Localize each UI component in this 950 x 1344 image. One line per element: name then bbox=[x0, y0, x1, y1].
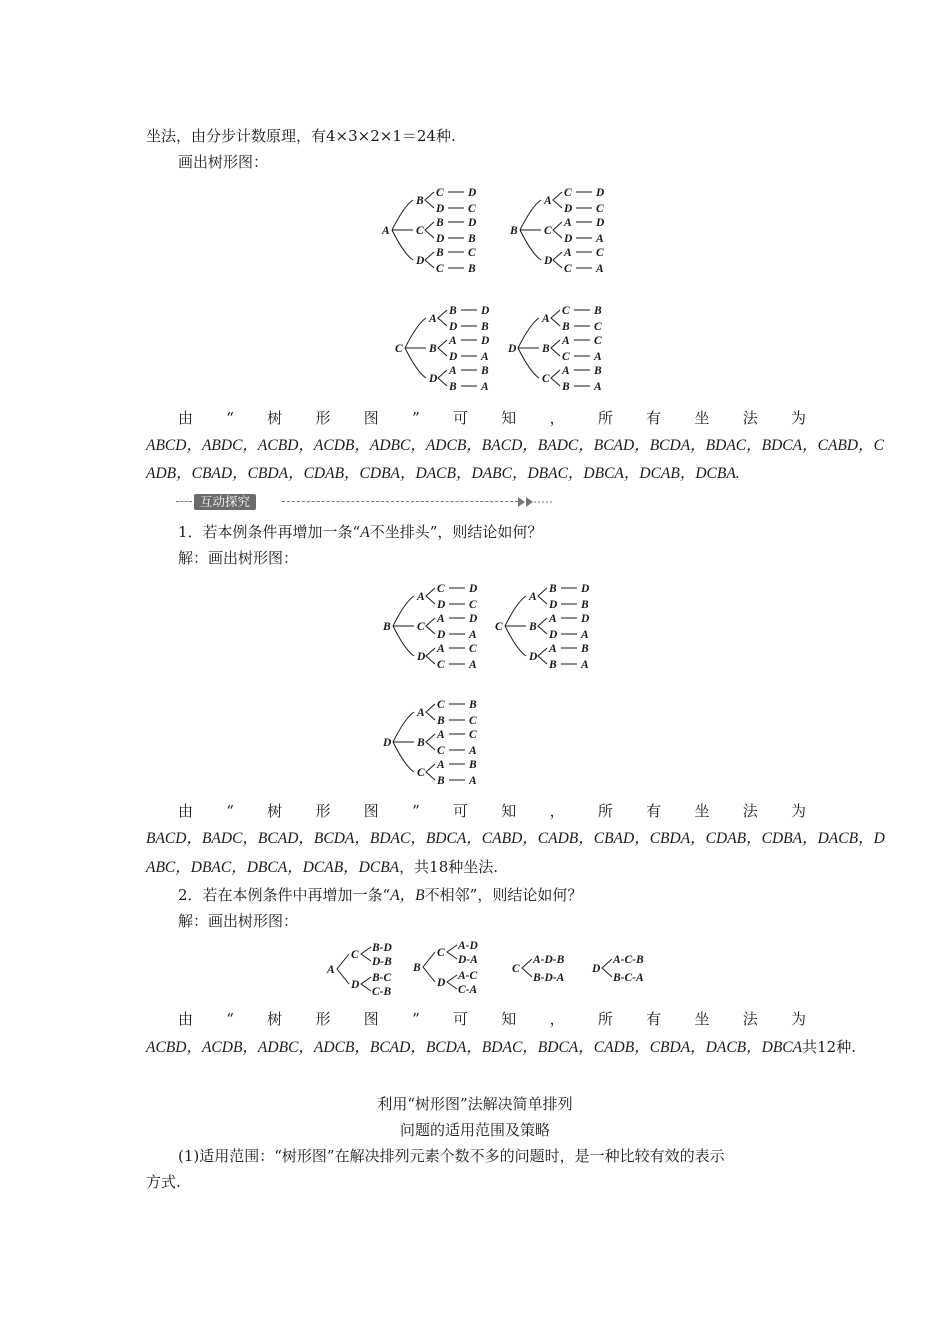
tree-root-label: B bbox=[413, 962, 421, 974]
section-banner bbox=[176, 494, 556, 510]
tree-leaf-label: B bbox=[436, 217, 444, 229]
tree-leaf-label: C bbox=[564, 263, 572, 275]
spread-char: 树 bbox=[267, 802, 283, 820]
tree-branch-label: B bbox=[542, 343, 550, 355]
conclusion-spread-2 bbox=[178, 801, 806, 821]
tree-leaf-label: B bbox=[437, 775, 445, 787]
arrangement-count-3: 共12种. bbox=[802, 1038, 856, 1056]
tree-leaf-label: D bbox=[437, 629, 446, 641]
arrangement-list-1a: ABCD，ABDC，ACBD，ACDB，ADBC，ADCB，BACD，BADC，BCAD，BCDA，BDAC，BDCA，CABD，C bbox=[146, 437, 884, 454]
tree-branch-label: A bbox=[544, 195, 552, 207]
tree-leaf-label: B-C-A bbox=[613, 972, 644, 984]
tree-fork bbox=[425, 252, 434, 268]
tree-fork bbox=[553, 192, 562, 208]
intro-line: 坐法，由分步计数原理，有4×3×2×1＝24种. bbox=[146, 127, 456, 145]
tree-root-c bbox=[393, 294, 523, 402]
spread-char: “ bbox=[226, 802, 234, 820]
banner-dash-left bbox=[176, 501, 192, 502]
tree-edge bbox=[393, 712, 414, 742]
spread-char: 所 bbox=[597, 409, 613, 427]
spread-char: 法 bbox=[742, 802, 758, 820]
tree-q1-root-c bbox=[493, 572, 623, 680]
tree-root-label: A bbox=[382, 225, 390, 237]
tree-leaf-label: C bbox=[468, 203, 476, 215]
tree-branch-label: D bbox=[416, 255, 425, 267]
draw-tree-label: 画出树形图： bbox=[178, 153, 269, 171]
tree-leaf-label: A bbox=[549, 643, 557, 655]
tree-leaf-label: A bbox=[562, 335, 570, 347]
tree-fork bbox=[438, 370, 447, 386]
tree-leaf-label: C-A bbox=[458, 984, 478, 996]
tree-leaf-label: B bbox=[549, 583, 557, 595]
tree-fork bbox=[426, 764, 435, 780]
spread-char: 图 bbox=[363, 409, 379, 427]
tree-leaf-label: A bbox=[564, 247, 572, 259]
spread-char: ” bbox=[412, 802, 420, 820]
tree-fork bbox=[425, 192, 434, 208]
tree-leaf-label: C bbox=[469, 643, 477, 655]
tree-fork bbox=[438, 310, 447, 326]
summary-item-1-line-2: 方式. bbox=[146, 1173, 181, 1191]
tree-fork bbox=[361, 977, 371, 991]
arrangement-list-2b-items: ABC，DBAC，DBCA，DCAB，DCBA bbox=[146, 859, 400, 876]
tree-leaf-label: A bbox=[449, 365, 457, 377]
tree-leaf-label: A bbox=[437, 643, 445, 655]
tree-edge bbox=[405, 348, 426, 378]
tree-leaf-label: C bbox=[437, 699, 445, 711]
tree-leaf-label: A-D-B bbox=[533, 954, 565, 966]
tree-leaf-label: A bbox=[596, 263, 604, 275]
tree-branch-label: C bbox=[542, 373, 550, 385]
spread-char: 形 bbox=[315, 409, 331, 427]
tree-fork bbox=[423, 952, 435, 982]
spread-char: 可 bbox=[453, 1010, 469, 1028]
tree-leaf-label: C bbox=[596, 247, 604, 259]
tree-edge bbox=[393, 626, 414, 656]
spread-char: 所 bbox=[597, 802, 613, 820]
tree-edge bbox=[392, 200, 413, 230]
tree-edge bbox=[393, 742, 414, 772]
tree-leaf-label: C bbox=[469, 729, 477, 741]
spread-char: 为 bbox=[790, 409, 806, 427]
spread-char: 可 bbox=[453, 802, 469, 820]
tree-leaf-label: D bbox=[437, 599, 446, 611]
tree-leaf-label: B bbox=[436, 247, 444, 259]
tree-q1-root-b bbox=[381, 572, 511, 680]
tree-leaf-label: B bbox=[449, 305, 457, 317]
tree-leaf-label: A bbox=[596, 233, 604, 245]
tree-fork bbox=[538, 588, 547, 604]
tree-fork bbox=[553, 252, 562, 268]
tree-leaf-label: A bbox=[437, 759, 445, 771]
tree-root-label: D bbox=[592, 963, 601, 975]
tree-branch-label: C bbox=[417, 767, 425, 779]
tree-leaf-label: C bbox=[437, 583, 445, 595]
spread-char: 图 bbox=[363, 802, 379, 820]
summary-title-line-1: 利用“树形图”法解决简单排列 bbox=[377, 1095, 573, 1113]
spread-char: 有 bbox=[646, 802, 662, 820]
tree-q2-root-b bbox=[411, 936, 493, 998]
spread-char: 坐 bbox=[694, 409, 710, 427]
question-2-text-a: 2．若在本例条件中再增加一条“ bbox=[178, 886, 391, 904]
tree-root-a bbox=[380, 176, 510, 284]
tree-leaf-label: D bbox=[449, 321, 458, 333]
spread-char: 知 bbox=[501, 409, 517, 427]
tree-fork bbox=[425, 222, 434, 238]
tree-fork bbox=[447, 945, 457, 959]
arrangement-count-2: ，共18种坐法. bbox=[399, 858, 499, 876]
question-2-var: A，B bbox=[390, 887, 425, 904]
tree-leaf-label: B bbox=[468, 263, 476, 275]
tree-leaf-label: D bbox=[564, 233, 573, 245]
tree-leaf-label: C bbox=[468, 247, 476, 259]
tree-q2-root-a bbox=[325, 938, 407, 1000]
tree-leaf-label: D bbox=[481, 335, 490, 347]
tree-leaf-label: D bbox=[581, 613, 590, 625]
tree-fork bbox=[361, 947, 371, 961]
tree-leaf-label: B-D-A bbox=[533, 972, 565, 984]
tree-fork bbox=[538, 648, 547, 664]
tree-branch-label: D bbox=[417, 651, 426, 663]
tree-leaf-label: A bbox=[549, 613, 557, 625]
tree-edge bbox=[520, 200, 541, 230]
tree-edge bbox=[518, 348, 539, 378]
tree-leaf-label: D bbox=[468, 217, 477, 229]
tree-branch-label: A bbox=[417, 707, 425, 719]
tree-leaf-label: B bbox=[481, 321, 489, 333]
tree-branch-label: D bbox=[437, 977, 446, 989]
tree-root-label: D bbox=[508, 343, 517, 355]
tree-q2-root-c bbox=[510, 950, 586, 986]
tree-leaf-label: A bbox=[437, 613, 445, 625]
tree-q2-root-d bbox=[590, 950, 666, 986]
tree-leaf-label: C bbox=[594, 321, 602, 333]
tree-q1-root-d bbox=[381, 688, 511, 796]
spread-char: 由 bbox=[178, 1010, 194, 1028]
tree-branch-label: A bbox=[417, 591, 425, 603]
tree-leaf-label: A bbox=[564, 217, 572, 229]
spread-char: “ bbox=[226, 409, 234, 427]
spread-char: 图 bbox=[363, 1010, 379, 1028]
tree-fork bbox=[337, 954, 349, 984]
tree-leaf-label: A bbox=[562, 365, 570, 377]
tree-branch-label: A bbox=[542, 313, 550, 325]
spread-char: 坐 bbox=[694, 802, 710, 820]
tree-leaf-label: A bbox=[449, 335, 457, 347]
tree-fork bbox=[426, 734, 435, 750]
tree-leaf-label: B bbox=[469, 759, 477, 771]
tree-leaf-label: A bbox=[469, 745, 477, 757]
summary-title-line-2: 问题的适用范围及策略 bbox=[399, 1121, 550, 1139]
tree-branch-label: D bbox=[429, 373, 438, 385]
tree-leaf-label: A bbox=[469, 775, 477, 787]
tree-leaf-label: C bbox=[594, 335, 602, 347]
spread-char: 由 bbox=[178, 802, 194, 820]
tree-root-label: B bbox=[383, 621, 391, 633]
tree-leaf-label: C bbox=[562, 305, 570, 317]
tree-branch-label: B bbox=[529, 621, 537, 633]
tree-leaf-label: C bbox=[564, 187, 572, 199]
tree-fork bbox=[426, 648, 435, 664]
spread-char: 法 bbox=[742, 409, 758, 427]
spread-char: 所 bbox=[597, 1010, 613, 1028]
spread-char: 法 bbox=[742, 1010, 758, 1028]
spread-char: 为 bbox=[790, 802, 806, 820]
spread-char: 知 bbox=[501, 1010, 517, 1028]
tree-leaf-label: B bbox=[449, 381, 457, 393]
tree-fork bbox=[551, 370, 560, 386]
tree-root-label: C bbox=[395, 343, 403, 355]
spread-char: 有 bbox=[646, 1010, 662, 1028]
tree-leaf-label: D bbox=[436, 233, 445, 245]
question-2 bbox=[178, 885, 582, 906]
tree-fork bbox=[438, 340, 447, 356]
tree-leaf-label: A bbox=[469, 629, 477, 641]
conclusion-spread-1 bbox=[178, 408, 806, 428]
tree-leaf-label: A bbox=[437, 729, 445, 741]
tree-leaf-label: B bbox=[581, 643, 589, 655]
tree-leaf-label: B bbox=[581, 599, 589, 611]
tree-leaf-label: B-C bbox=[372, 972, 392, 984]
tree-leaf-label: D bbox=[449, 351, 458, 363]
tree-branch-label: B bbox=[416, 195, 424, 207]
tree-root-label: C bbox=[495, 621, 503, 633]
tree-edge bbox=[392, 230, 413, 260]
tree-leaf-label: B bbox=[562, 321, 570, 333]
tree-edge bbox=[505, 626, 526, 656]
tree-branch-label: C bbox=[437, 947, 445, 959]
tree-branch-label: D bbox=[351, 979, 360, 991]
answer-2-intro: 解：画出树形图： bbox=[178, 912, 299, 930]
tree-fork bbox=[426, 704, 435, 720]
question-1-text-b: 不坐排头”，则结论如何？ bbox=[369, 523, 543, 541]
spread-char: “ bbox=[226, 1010, 234, 1028]
tree-fork bbox=[551, 340, 560, 356]
tree-leaf-label: B bbox=[437, 715, 445, 727]
spread-char: 形 bbox=[315, 802, 331, 820]
tree-leaf-label: D bbox=[581, 583, 590, 595]
spread-char: 坐 bbox=[694, 1010, 710, 1028]
tree-root-label: A bbox=[327, 964, 335, 976]
tree-leaf-label: A bbox=[581, 629, 589, 641]
tree-leaf-label: B bbox=[594, 365, 602, 377]
tree-branch-label: C bbox=[416, 225, 424, 237]
spread-char: ， bbox=[549, 409, 565, 427]
tree-branch-label: C bbox=[351, 949, 359, 961]
tree-branch-label: D bbox=[529, 651, 538, 663]
tree-fork bbox=[551, 310, 560, 326]
tree-branch-label: A bbox=[429, 313, 437, 325]
spread-char: ” bbox=[412, 409, 420, 427]
tree-leaf-label: B bbox=[469, 699, 477, 711]
tree-leaf-label: D bbox=[436, 203, 445, 215]
tree-root-d bbox=[506, 294, 636, 402]
question-1-var: A bbox=[360, 524, 370, 541]
spread-char: 知 bbox=[501, 802, 517, 820]
spread-char: 有 bbox=[646, 409, 662, 427]
tree-leaf-label: B bbox=[468, 233, 476, 245]
tree-fork bbox=[538, 618, 547, 634]
tree-leaf-label: D bbox=[468, 187, 477, 199]
tree-leaf-label: D-B bbox=[372, 956, 392, 968]
tree-leaf-label: A bbox=[481, 351, 489, 363]
tree-fork bbox=[426, 588, 435, 604]
banner-label: 互动探究 bbox=[194, 494, 256, 510]
tree-leaf-label: A bbox=[594, 351, 602, 363]
tree-branch-label: D bbox=[544, 255, 553, 267]
arrangement-list-2a: BACD，BADC，BCAD，BCDA，BDAC，BDCA，CABD，CADB，CBAD，CBDA，CDAB，CDBA，DACB，D bbox=[146, 830, 885, 847]
tree-leaf-label: B bbox=[549, 659, 557, 671]
tree-leaf-label: A bbox=[481, 381, 489, 393]
tree-fork bbox=[447, 975, 457, 989]
arrangement-list-2b bbox=[146, 857, 498, 878]
arrangement-list-1b: ADB，CBAD，CBDA，CDAB，CDBA，DACB，DABC，DBAC，DBCA，DCAB，DCBA. bbox=[146, 465, 740, 482]
tree-leaf-label: C bbox=[436, 187, 444, 199]
spread-char: 可 bbox=[453, 409, 469, 427]
tree-leaf-label: C bbox=[469, 599, 477, 611]
question-1 bbox=[178, 522, 542, 543]
tree-edge bbox=[518, 318, 539, 348]
tree-leaf-label: C bbox=[437, 659, 445, 671]
tree-branch-label: B bbox=[417, 737, 425, 749]
tree-root-label: B bbox=[510, 225, 518, 237]
tree-branch-label: A bbox=[529, 591, 537, 603]
tree-leaf-label: A-C bbox=[458, 970, 478, 982]
question-2-text-b: 不相邻”，则结论如何？ bbox=[424, 886, 583, 904]
tree-branch-label: C bbox=[417, 621, 425, 633]
tree-leaf-label: B bbox=[594, 305, 602, 317]
tree-fork bbox=[426, 618, 435, 634]
tree-leaf-label: B-D bbox=[372, 942, 392, 954]
tree-leaf-label: B bbox=[562, 381, 570, 393]
tree-leaf-label: D bbox=[549, 599, 558, 611]
spread-char: 为 bbox=[790, 1010, 806, 1028]
arrangement-list-3-items: ACBD，ACDB，ADBC，ADCB，BCAD，BCDA，BDAC，BDCA，CADB，CBDA，DACB，DBCA bbox=[146, 1039, 803, 1056]
tree-leaf-label: A-D bbox=[458, 940, 478, 952]
tree-leaf-label: A-C-B bbox=[613, 954, 644, 966]
conclusion-spread-3 bbox=[178, 1009, 806, 1029]
tree-edge bbox=[405, 318, 426, 348]
spread-char: ， bbox=[549, 1010, 565, 1028]
answer-1-intro: 解：画出树形图： bbox=[178, 549, 299, 567]
spread-char: ” bbox=[412, 1010, 420, 1028]
spread-char: ， bbox=[549, 802, 565, 820]
tree-leaf-label: B bbox=[481, 365, 489, 377]
tree-leaf-label: D-A bbox=[458, 954, 478, 966]
summary-item-1-line-1: (1)适用范围：“树形图”在解决排列元素个数不多的问题时，是一种比较有效的表示 bbox=[178, 1147, 725, 1165]
tree-fork bbox=[522, 959, 532, 977]
tree-branch-label: B bbox=[429, 343, 437, 355]
tree-leaf-label: A bbox=[469, 659, 477, 671]
tree-edge bbox=[505, 596, 526, 626]
tree-leaf-label: D bbox=[469, 583, 478, 595]
arrangement-list-3 bbox=[146, 1037, 856, 1058]
tree-leaf-label: C bbox=[596, 203, 604, 215]
tree-leaf-label: C bbox=[436, 263, 444, 275]
spread-char: 由 bbox=[178, 409, 194, 427]
banner-dash-right bbox=[282, 501, 518, 502]
tree-leaf-label: D bbox=[549, 629, 558, 641]
tree-edge bbox=[393, 596, 414, 626]
tree-leaf-label: A bbox=[594, 381, 602, 393]
tree-leaf-label: C bbox=[469, 715, 477, 727]
question-1-text-a: 1．若本例条件再增加一条“ bbox=[178, 523, 361, 541]
spread-char: 形 bbox=[315, 1010, 331, 1028]
tree-leaf-label: A bbox=[581, 659, 589, 671]
tree-root-label: D bbox=[383, 737, 392, 749]
tree-fork bbox=[553, 222, 562, 238]
tree-edge bbox=[520, 230, 541, 260]
tree-leaf-label: C bbox=[562, 351, 570, 363]
banner-arrow-icon bbox=[518, 496, 554, 508]
tree-root-label: C bbox=[512, 963, 520, 975]
spread-char: 树 bbox=[267, 1010, 283, 1028]
tree-leaf-label: D bbox=[596, 217, 605, 229]
tree-leaf-label: C-B bbox=[372, 986, 392, 998]
tree-leaf-label: D bbox=[469, 613, 478, 625]
tree-leaf-label: D bbox=[564, 203, 573, 215]
tree-branch-label: C bbox=[544, 225, 552, 237]
spread-char: 树 bbox=[267, 409, 283, 427]
tree-leaf-label: C bbox=[437, 745, 445, 757]
tree-root-b bbox=[508, 176, 638, 284]
tree-fork bbox=[602, 959, 612, 977]
tree-leaf-label: D bbox=[596, 187, 605, 199]
tree-leaf-label: D bbox=[481, 305, 490, 317]
